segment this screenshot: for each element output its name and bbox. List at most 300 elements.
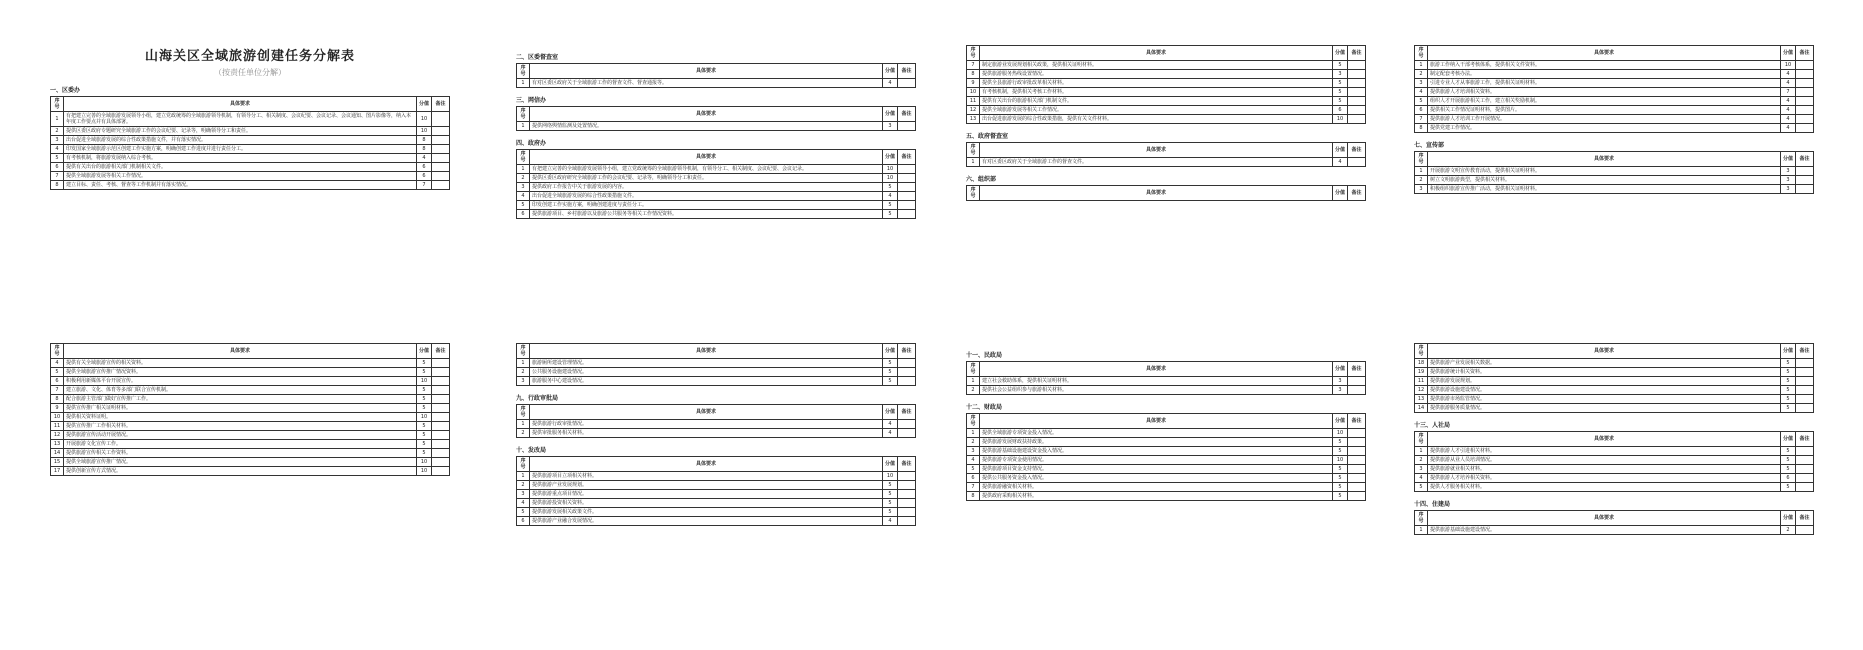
score-header: 分值 (1781, 152, 1796, 167)
row-index: 2 (517, 174, 530, 183)
index-header: 序号 (517, 457, 530, 472)
score-header: 分值 (883, 107, 898, 122)
table-row (967, 429, 1366, 438)
remark-header: 备注 (1796, 152, 1814, 167)
requirement-header: 具体要求 (530, 150, 883, 165)
row-score: 10 (417, 377, 432, 386)
row-requirement: 提供旅游设施建设情况。 (1428, 386, 1781, 395)
row-remark (1348, 492, 1366, 501)
row-remark (432, 449, 450, 458)
row-index: 8 (51, 181, 64, 190)
score-header: 分值 (883, 150, 898, 165)
row-remark (1796, 526, 1814, 535)
row-score: 10 (883, 165, 898, 174)
row-index: 2 (517, 368, 530, 377)
row-remark (1348, 158, 1366, 167)
row-score: 5 (1781, 456, 1796, 465)
row-remark (1348, 438, 1366, 447)
row-index: 9 (51, 404, 64, 413)
row-score: 4 (1781, 106, 1796, 115)
table-row (51, 431, 450, 440)
row-remark (432, 154, 450, 163)
score-header: 分值 (1333, 143, 1348, 158)
row-index: 8 (967, 70, 980, 79)
page-panel (966, 343, 1366, 501)
table-header-row (967, 362, 1366, 377)
section-heading: 三、网信办 (516, 97, 547, 104)
row-score: 4 (883, 79, 898, 88)
row-score: 5 (1781, 465, 1796, 474)
row-index: 15 (51, 458, 64, 467)
row-index: 2 (51, 127, 64, 136)
row-score: 3 (1781, 185, 1796, 194)
row-index: 3 (967, 447, 980, 456)
row-requirement: 提供社会公益组织参与旅游相关材料。 (980, 386, 1333, 395)
score-header: 分值 (417, 97, 432, 112)
remark-header: 备注 (1796, 46, 1814, 61)
row-requirement: 提供旅游基础设施建设情况。 (1428, 526, 1781, 535)
row-requirement: 有考核机制，提供相关考核工作材料。 (980, 88, 1333, 97)
index-header: 序号 (517, 64, 530, 79)
index-header: 序号 (1415, 511, 1428, 526)
row-remark (432, 172, 450, 181)
row-score: 5 (1333, 483, 1348, 492)
table-row (1415, 404, 1814, 413)
section-heading: 九、行政审批局 (516, 395, 559, 402)
task-table (966, 45, 1366, 124)
row-requirement: 积极利用新媒体平台开展宣传。 (64, 377, 417, 386)
table-row (51, 359, 450, 368)
table-header-row (517, 64, 916, 79)
row-index: 2 (967, 386, 980, 395)
row-index: 4 (1415, 474, 1428, 483)
requirement-header: 具体要求 (64, 344, 417, 359)
section-heading: 十四、住建局 (1414, 501, 1451, 508)
row-remark (1348, 447, 1366, 456)
row-remark (432, 127, 450, 136)
row-requirement: 提供有关全域旅游宣传的相关资料。 (64, 359, 417, 368)
row-requirement: 提供旅游重点项目情况。 (530, 490, 883, 499)
task-table (50, 96, 450, 190)
table-row (51, 467, 450, 476)
index-header: 序号 (51, 344, 64, 359)
table-row (967, 97, 1366, 106)
row-requirement: 提供全域旅游宣传推广情况资料。 (64, 368, 417, 377)
table-row (1415, 386, 1814, 395)
table-row (1415, 359, 1814, 368)
requirement-header: 具体要求 (530, 64, 883, 79)
remark-header: 备注 (1348, 143, 1366, 158)
row-score: 5 (417, 440, 432, 449)
row-score: 3 (1781, 176, 1796, 185)
table-header-row (517, 150, 916, 165)
table-row (1415, 106, 1814, 115)
table-row (1415, 395, 1814, 404)
table-row (517, 79, 916, 88)
table-row (967, 377, 1366, 386)
row-requirement: 有把建立完善的全域旅游发展领导小组，建立党政统筹的全域旅游领导机制，有领导分工、相关制度、会议纪要、会议记录、会议通知、图片影像等，纳入本年度工作要点并有具体部署。 (64, 112, 417, 127)
row-score: 5 (1781, 404, 1796, 413)
requirement-header: 具体要求 (980, 186, 1333, 201)
table-header-row (967, 186, 1366, 201)
row-score: 3 (1781, 167, 1796, 176)
row-remark (1348, 377, 1366, 386)
row-remark (898, 517, 916, 526)
row-score: 5 (1333, 88, 1348, 97)
remark-header: 备注 (898, 64, 916, 79)
table-row (517, 472, 916, 481)
row-remark (1796, 456, 1814, 465)
row-remark (898, 359, 916, 368)
row-requirement: 提供公共服务资金投入情况。 (980, 474, 1333, 483)
row-score: 10 (1333, 456, 1348, 465)
row-remark (898, 377, 916, 386)
row-score: 5 (1333, 465, 1348, 474)
task-table (966, 413, 1366, 501)
row-index: 1 (1415, 447, 1428, 456)
row-index: 4 (51, 145, 64, 154)
row-requirement: 公共服务设施建设情况。 (530, 368, 883, 377)
row-score: 4 (1781, 70, 1796, 79)
row-requirement: 建立旅游、文化、体育等多部门联合宣传机制。 (64, 386, 417, 395)
table-row (51, 395, 450, 404)
row-index: 3 (517, 183, 530, 192)
row-index: 5 (51, 154, 64, 163)
row-score: 5 (1333, 79, 1348, 88)
row-requirement: 提供有关出台的旅游相关部门机制文件。 (980, 97, 1333, 106)
row-score: 5 (1333, 97, 1348, 106)
table-row (51, 154, 450, 163)
table-row (517, 210, 916, 219)
score-header: 分值 (1781, 511, 1796, 526)
row-index: 5 (51, 368, 64, 377)
row-requirement: 组织人才开展旅游相关工作，建立相关奖励机制。 (1428, 97, 1781, 106)
row-remark (432, 368, 450, 377)
requirement-header: 具体要求 (1428, 511, 1781, 526)
table-row (967, 438, 1366, 447)
table-row (1415, 483, 1814, 492)
row-index: 1 (517, 420, 530, 429)
row-index: 2 (517, 481, 530, 490)
row-index: 7 (1415, 115, 1428, 124)
row-score: 5 (883, 201, 898, 210)
row-requirement: 提供旅游投资相关资料。 (530, 499, 883, 508)
row-index: 11 (967, 97, 980, 106)
table-row (51, 112, 450, 127)
index-header: 序号 (1415, 46, 1428, 61)
row-score: 5 (883, 490, 898, 499)
row-remark (898, 201, 916, 210)
row-score: 10 (417, 127, 432, 136)
table-row (517, 183, 916, 192)
index-header: 序号 (517, 405, 530, 420)
row-score: 4 (883, 429, 898, 438)
row-remark (1796, 474, 1814, 483)
requirement-header: 具体要求 (530, 344, 883, 359)
row-index: 1 (967, 158, 980, 167)
requirement-header: 具体要求 (530, 405, 883, 420)
row-remark (432, 145, 450, 154)
row-score: 8 (417, 145, 432, 154)
table-row (1415, 465, 1814, 474)
row-index: 19 (1415, 368, 1428, 377)
row-index: 1 (1415, 167, 1428, 176)
row-requirement: 提供网络舆情监测及处置情况。 (530, 122, 883, 131)
row-requirement: 提供全域旅游宣传推广情况。 (64, 458, 417, 467)
table-header-row (1415, 511, 1814, 526)
row-remark (898, 499, 916, 508)
requirement-header: 具体要求 (64, 97, 417, 112)
row-remark (1796, 115, 1814, 124)
page-panel (50, 45, 450, 190)
row-remark (1796, 97, 1814, 106)
row-remark (898, 481, 916, 490)
requirement-header: 具体要求 (980, 46, 1333, 61)
row-remark (1796, 88, 1814, 97)
table-row (1415, 167, 1814, 176)
row-remark (1796, 395, 1814, 404)
task-table (516, 343, 916, 386)
row-index: 1 (967, 429, 980, 438)
row-score: 5 (1781, 395, 1796, 404)
requirement-header: 具体要求 (980, 414, 1333, 429)
page-panel (1414, 45, 1814, 194)
row-requirement: 提供旅游从业人员培训情况。 (1428, 456, 1781, 465)
requirement-header: 具体要求 (530, 457, 883, 472)
row-score: 5 (1333, 474, 1348, 483)
row-score: 5 (1333, 438, 1348, 447)
row-score: 3 (883, 122, 898, 131)
row-remark (898, 210, 916, 219)
table-row (517, 165, 916, 174)
table-header-row (51, 344, 450, 359)
row-score: 5 (417, 404, 432, 413)
row-requirement: 提供全域旅游专项资金投入情况。 (980, 429, 1333, 438)
section-heading: 五、政府督查室 (966, 133, 1009, 140)
row-score: 4 (1781, 124, 1796, 133)
section-heading: 十二、财政局 (966, 404, 1003, 411)
row-remark (898, 165, 916, 174)
row-score: 8 (417, 136, 432, 145)
score-header: 分值 (1333, 46, 1348, 61)
task-table (1414, 45, 1814, 133)
row-index: 7 (967, 61, 980, 70)
row-score: 10 (417, 467, 432, 476)
task-table (966, 185, 1366, 201)
table-row (517, 359, 916, 368)
row-requirement: 提供宣传推广工作相关材料。 (64, 422, 417, 431)
row-index: 8 (1415, 124, 1428, 133)
row-index: 3 (1415, 185, 1428, 194)
table-row (517, 201, 916, 210)
row-score: 4 (883, 192, 898, 201)
row-requirement: 有考核机制，将旅游发展纳入综合考核。 (64, 154, 417, 163)
requirement-header: 具体要求 (980, 143, 1333, 158)
table-row (967, 465, 1366, 474)
row-remark (432, 181, 450, 190)
table-row (1415, 377, 1814, 386)
row-index: 1 (1415, 526, 1428, 535)
table-row (51, 181, 450, 190)
row-score: 5 (883, 183, 898, 192)
row-requirement: 印发创建工作实施方案，明确创建进度与责任分工。 (530, 201, 883, 210)
row-score: 4 (883, 517, 898, 526)
score-header: 分值 (1781, 46, 1796, 61)
row-score: 5 (417, 395, 432, 404)
row-score: 10 (883, 472, 898, 481)
row-remark (432, 458, 450, 467)
row-index: 14 (1415, 404, 1428, 413)
row-score: 5 (417, 449, 432, 458)
section-heading: 七、宣传部 (1414, 142, 1445, 149)
row-index: 1 (517, 79, 530, 88)
row-requirement: 开展旅游文化宣传工作。 (64, 440, 417, 449)
task-table (516, 149, 916, 219)
row-requirement: 提供有关出台的旅游相关部门机制相关文件。 (64, 163, 417, 172)
remark-header: 备注 (898, 150, 916, 165)
row-index: 3 (517, 490, 530, 499)
row-requirement: 旅游服务中心建设情况。 (530, 377, 883, 386)
table-row (51, 368, 450, 377)
score-header: 分值 (1333, 362, 1348, 377)
row-requirement: 提供旅游宣传活动开展情况。 (64, 431, 417, 440)
table-row (1415, 368, 1814, 377)
requirement-header: 具体要求 (1428, 432, 1781, 447)
table-row (1415, 61, 1814, 70)
row-requirement: 旅游工作纳入干部考核体系，提供相关文件资料。 (1428, 61, 1781, 70)
row-remark (1796, 106, 1814, 115)
task-table (1414, 431, 1814, 492)
row-score: 4 (883, 420, 898, 429)
requirement-header: 具体要求 (1428, 344, 1781, 359)
index-header: 序号 (967, 186, 980, 201)
table-row (517, 174, 916, 183)
index-header: 序号 (51, 97, 64, 112)
row-remark (1348, 386, 1366, 395)
page-panel (516, 45, 916, 219)
row-requirement: 提供审批服务相关材料。 (530, 429, 883, 438)
table-row (517, 192, 916, 201)
score-header: 分值 (883, 64, 898, 79)
row-score: 7 (417, 181, 432, 190)
remark-header: 备注 (1348, 46, 1366, 61)
row-requirement: 开展旅游文明宣传教育活动，提供相关证明材料。 (1428, 167, 1781, 176)
row-score: 5 (1333, 447, 1348, 456)
row-requirement: 提供旅游人才培养相关资料。 (1428, 474, 1781, 483)
page-panel (50, 343, 450, 476)
row-requirement: 提供旅游宣传相关工作资料。 (64, 449, 417, 458)
row-remark (1796, 447, 1814, 456)
table-row (51, 440, 450, 449)
row-requirement: 提供旅游统计相关资料。 (1428, 368, 1781, 377)
remark-header: 备注 (1796, 344, 1814, 359)
section-heading: 二、区委督查室 (516, 54, 559, 61)
row-score: 4 (1781, 97, 1796, 106)
row-requirement: 提供人才服务相关材料。 (1428, 483, 1781, 492)
task-table (1414, 510, 1814, 535)
row-index: 13 (51, 440, 64, 449)
table-row (51, 422, 450, 431)
table-row (517, 499, 916, 508)
table-header-row (517, 457, 916, 472)
task-table (1414, 343, 1814, 413)
row-remark (1348, 465, 1366, 474)
row-requirement: 提供旅游行政审批情况。 (530, 420, 883, 429)
row-index: 6 (517, 517, 530, 526)
row-remark (1348, 61, 1366, 70)
row-requirement: 提供旅游发展财政扶持政策。 (980, 438, 1333, 447)
table-row (517, 508, 916, 517)
row-requirement: 配合旅游主管部门做好宣传推广工作。 (64, 395, 417, 404)
table-row (51, 136, 450, 145)
table-row (1415, 474, 1814, 483)
row-remark (1348, 115, 1366, 124)
remark-header: 备注 (1796, 432, 1814, 447)
row-remark (1796, 185, 1814, 194)
row-remark (1796, 368, 1814, 377)
score-header: 分值 (1781, 344, 1796, 359)
table-row (1415, 185, 1814, 194)
row-index: 5 (1415, 483, 1428, 492)
row-index: 1 (517, 122, 530, 131)
table-row (967, 106, 1366, 115)
table-row (51, 377, 450, 386)
row-index: 9 (967, 79, 980, 88)
row-score: 5 (1781, 447, 1796, 456)
page-panel (516, 343, 916, 526)
remark-header: 备注 (898, 405, 916, 420)
table-header-row (1415, 344, 1814, 359)
table-row (1415, 176, 1814, 185)
row-requirement: 提供全域旅游发展等相关工作情况。 (980, 106, 1333, 115)
row-requirement: 提供旅游就业相关材料。 (1428, 465, 1781, 474)
row-requirement: 建立目标、责任、考核、督查等工作机制并有落实情况。 (64, 181, 417, 190)
task-table (966, 361, 1366, 395)
task-table (516, 404, 916, 438)
row-index: 8 (967, 492, 980, 501)
row-index: 1 (1415, 61, 1428, 70)
row-index: 10 (51, 413, 64, 422)
remark-header: 备注 (898, 457, 916, 472)
row-index: 8 (51, 395, 64, 404)
row-index: 6 (517, 210, 530, 219)
row-remark (1796, 404, 1814, 413)
row-index: 12 (1415, 386, 1428, 395)
row-requirement: 制定配套考核办法。 (1428, 70, 1781, 79)
row-requirement: 提供相关工作情况证明材料，提供图片。 (1428, 106, 1781, 115)
row-requirement: 引进专业人才从事旅游工作，提供相关证明材料。 (1428, 79, 1781, 88)
row-requirement: 有对区委区政府关于全域旅游工作的督查文件。 (980, 158, 1333, 167)
table-header-row (967, 46, 1366, 61)
row-score: 5 (1781, 368, 1796, 377)
row-requirement: 提供创新宣传方式情况。 (64, 467, 417, 476)
row-index: 2 (967, 438, 980, 447)
table-row (1415, 79, 1814, 88)
table-row (517, 420, 916, 429)
table-header-row (51, 97, 450, 112)
row-remark (432, 431, 450, 440)
row-index: 1 (967, 377, 980, 386)
table-row (967, 158, 1366, 167)
row-index: 1 (517, 472, 530, 481)
row-requirement: 提供旅游项目立项相关材料。 (530, 472, 883, 481)
table-row (967, 61, 1366, 70)
table-row (517, 368, 916, 377)
task-table (516, 63, 916, 88)
row-remark (1796, 167, 1814, 176)
table-row (967, 70, 1366, 79)
row-score: 10 (417, 112, 432, 127)
